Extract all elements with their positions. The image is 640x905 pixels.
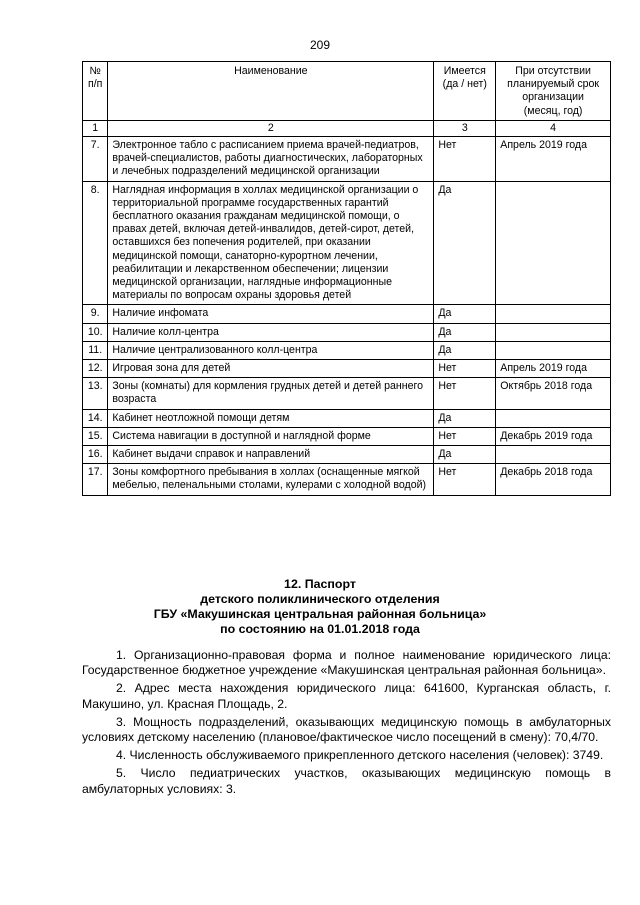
row-number: 16. — [83, 446, 108, 464]
column-number: 3 — [434, 120, 496, 136]
title-line: ГБУ «Макушинская центральная районная больница» — [153, 607, 487, 621]
row-number: 11. — [83, 341, 108, 359]
row-name: Кабинет выдачи справок и направлений — [108, 446, 434, 464]
header-term: При отсутствии планируемый срок организации (месяц, год) — [496, 62, 611, 121]
table-row — [83, 427, 611, 445]
column-number: 2 — [108, 120, 434, 136]
column-number: 4 — [496, 120, 611, 136]
row-number: 7. — [83, 137, 108, 182]
column-number-row — [83, 120, 611, 136]
table-row — [83, 360, 611, 378]
row-planned-term: Декабрь 2019 года — [496, 427, 611, 445]
row-planned-term: Апрель 2019 года — [496, 137, 611, 182]
row-planned-term: Октябрь 2018 года — [496, 378, 611, 409]
section-body — [82, 648, 611, 800]
row-number: 17. — [83, 464, 108, 495]
table-row — [83, 305, 611, 323]
table-row — [83, 464, 611, 495]
table-header-row — [83, 62, 611, 121]
table-body — [83, 137, 611, 496]
table-row — [83, 323, 611, 341]
row-availability: Да — [434, 409, 496, 427]
header-name: Наименование — [108, 62, 434, 121]
row-number: 10. — [83, 323, 108, 341]
row-name: Электронное табло с расписанием приема врачей-педиатров, врачей-специалистов, работы диагностических, лабораторных и лечебных подразделений медицинской организации — [108, 137, 434, 182]
row-availability: Нет — [434, 360, 496, 378]
row-number: 12. — [83, 360, 108, 378]
row-planned-term — [496, 341, 611, 359]
table-row — [83, 378, 611, 409]
title-line: 12. Паспорт — [284, 577, 356, 591]
row-number: 9. — [83, 305, 108, 323]
facilities-table — [82, 61, 611, 496]
paragraph: 4. Численность обслуживаемого прикрепленного детского населения (человек): 3749. — [116, 748, 604, 763]
row-name: Наличие инфомата — [108, 305, 434, 323]
column-number: 1 — [83, 120, 108, 136]
table-row — [83, 341, 611, 359]
row-planned-term — [496, 409, 611, 427]
row-name: Кабинет неотложной помощи детям — [108, 409, 434, 427]
row-number: 15. — [83, 427, 108, 445]
table-row — [83, 137, 611, 182]
row-availability: Нет — [434, 464, 496, 495]
paragraph: 2. Адрес места нахождения юридического лица: 641600, Курганская область, г. Макушино, ул. Красная Площадь, 2. — [82, 681, 611, 711]
row-planned-term — [496, 181, 611, 305]
header-num: № п/п — [83, 62, 108, 121]
row-planned-term — [496, 446, 611, 464]
row-name: Наличие централизованного колл-центра — [108, 341, 434, 359]
row-planned-term — [496, 323, 611, 341]
page-number: 209 — [309, 38, 331, 52]
row-planned-term: Апрель 2019 года — [496, 360, 611, 378]
title-line: по состоянию на 01.01.2018 года — [220, 622, 420, 636]
paragraph: 1. Организационно-правовая форма и полное наименование юридического лица: Государственное бюджетное учреждение «Макушинская центральная районная больница». — [82, 648, 611, 678]
table-row — [83, 409, 611, 427]
paragraph: 5. Число педиатрических участков, оказывающих медицинскую помощь в амбулаторных условиях: 3. — [82, 766, 611, 796]
row-availability: Да — [434, 341, 496, 359]
row-number: 13. — [83, 378, 108, 409]
row-name: Система навигации в доступной и наглядной форме — [108, 427, 434, 445]
table-row — [83, 446, 611, 464]
paragraph: 3. Мощность подразделений, оказывающих медицинскую помощь в амбулаторных условиях детскому населению (плановое/фактическое число посещений в смену): 70,4/70. — [82, 714, 611, 745]
row-availability: Да — [434, 305, 496, 323]
row-number: 8. — [83, 181, 108, 305]
row-name: Наличие колл-центра — [108, 323, 434, 341]
row-availability: Да — [434, 323, 496, 341]
row-availability: Нет — [434, 378, 496, 409]
row-planned-term: Декабрь 2018 года — [496, 464, 611, 495]
section-title — [0, 577, 640, 637]
row-name: Зоны (комнаты) для кормления грудных детей и детей раннего возраста — [108, 378, 434, 409]
row-availability: Нет — [434, 137, 496, 182]
row-name: Игровая зона для детей — [108, 360, 434, 378]
row-availability: Да — [434, 181, 496, 305]
row-availability: Да — [434, 446, 496, 464]
table-row — [83, 181, 611, 305]
row-name: Зоны комфортного пребывания в холлах (оснащенные мягкой мебелью, пеленальными столами, кулерами с холодной водой) — [108, 464, 434, 495]
row-planned-term — [496, 305, 611, 323]
row-name: Наглядная информация в холлах медицинской организации о территориальной программе государственных гарантий бесплатного оказания гражданам медицинской помощи, о правах детей, включая детей-инвалидов, детей-сирот, детей, оставшихся без попечения родителей, при оказании медицинской помощи, санаторно-курортном лечении, реабилитации и лекарственном обеспечении; лицензии медицинской организации, наглядные информационные материалы по вопросам охраны здоровья детей — [108, 181, 434, 305]
header-has: Имеется (да / нет) — [434, 62, 496, 121]
row-availability: Нет — [434, 427, 496, 445]
row-number: 14. — [83, 409, 108, 427]
title-line: детского поликлинического отделения — [200, 592, 440, 606]
